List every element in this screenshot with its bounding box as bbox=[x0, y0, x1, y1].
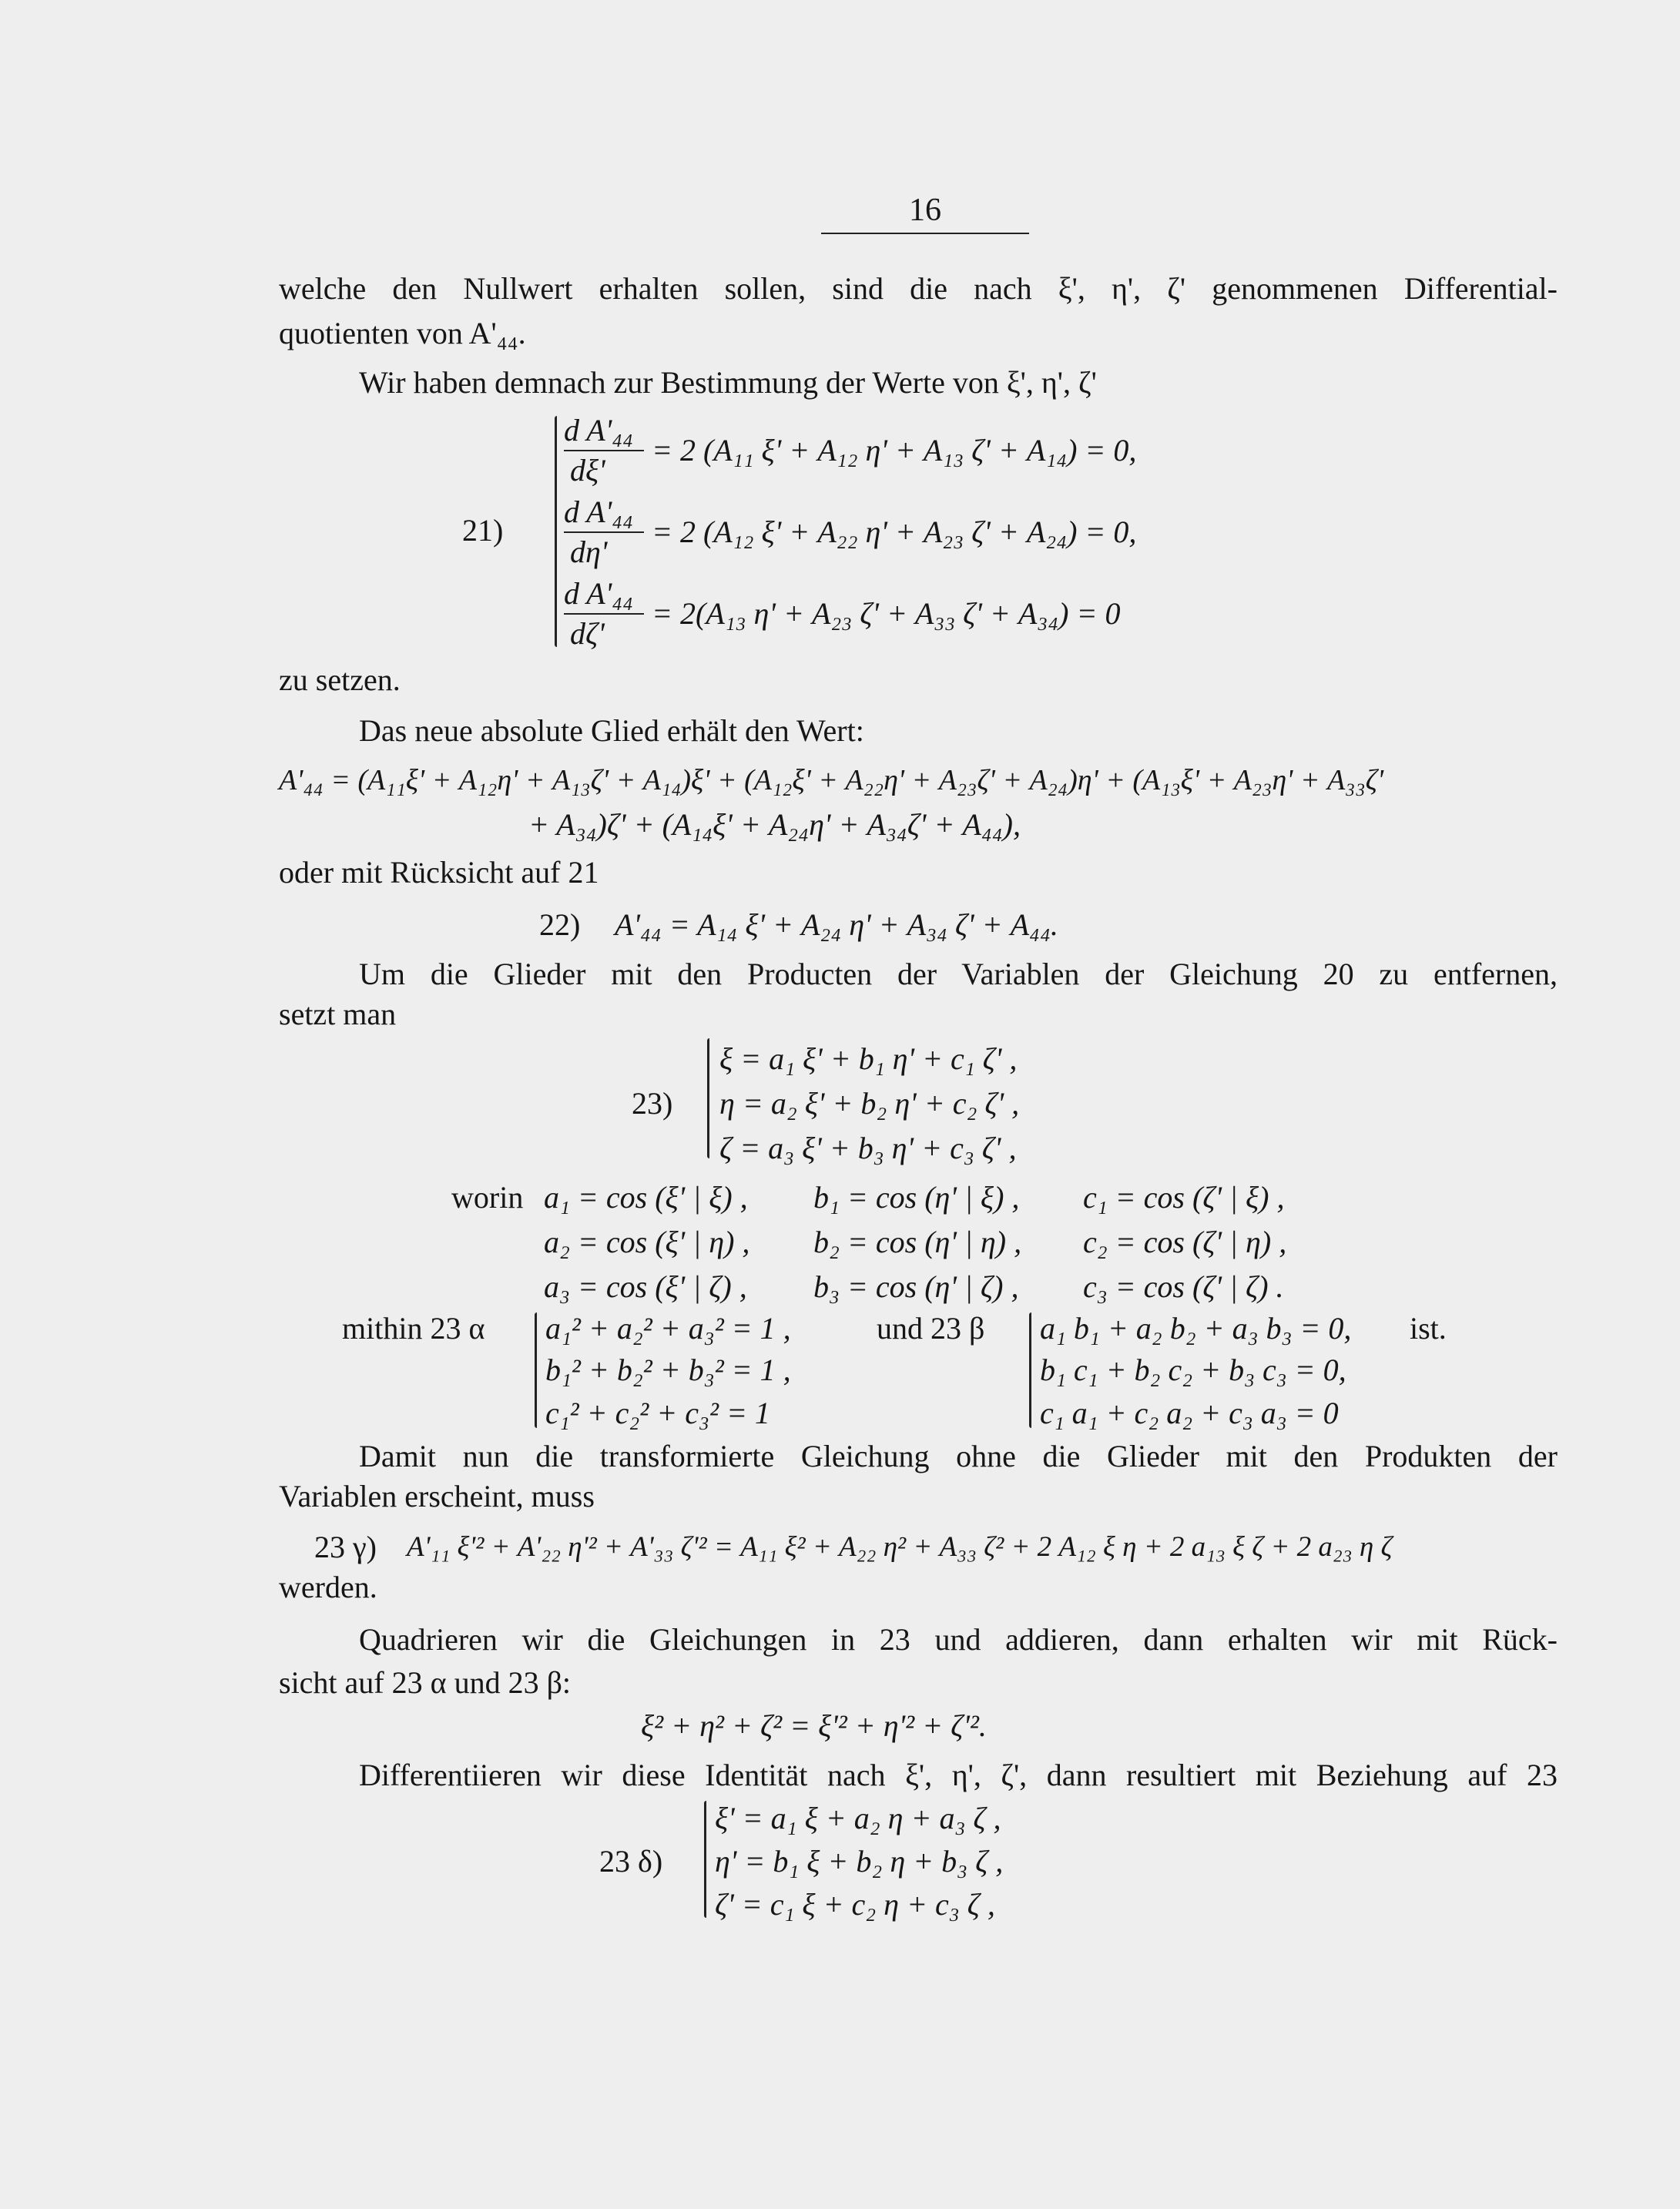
text-line: werden. bbox=[279, 1570, 377, 1604]
text-line: oder mit Rücksicht auf 21 bbox=[279, 855, 599, 890]
fraction-denominator: dζ' bbox=[570, 616, 605, 651]
equation-rhs: = 2 (A₁₁ ξ' + A₁₂ η' + A₁₃ ζ' + A₁₄) = 0, bbox=[652, 433, 1137, 468]
text-line: welche den Nullwert erhalten sollen, sind die nach ξ', η', ζ' genommenen Differential- bbox=[279, 271, 1558, 306]
fraction-numerator: d A'₄₄ bbox=[564, 494, 634, 529]
equation-line: c₁ a₁ + c₂ a₂ + c₃ a₃ = 0 bbox=[1040, 1396, 1339, 1430]
equation-line: a₁² + a₂² + a₃² = 1 , bbox=[545, 1311, 791, 1346]
equation-cell: c₁ = cos (ζ' | ξ) , bbox=[1083, 1180, 1285, 1215]
equation-label: 23 γ) bbox=[314, 1530, 377, 1564]
text-line: sicht auf 23 α und 23 β: bbox=[279, 1665, 572, 1700]
text-line: Das neue absolute Glied erhält den Wert: bbox=[359, 713, 864, 748]
equation-cell: a₃ = cos (ξ' | ζ) , bbox=[544, 1269, 747, 1304]
text-line: quotienten von A'₄₄. bbox=[279, 316, 526, 350]
equation-line: η = a₂ ξ' + b₂ η' + c₂ ζ' , bbox=[719, 1086, 1020, 1121]
equation-cell: a₁ = cos (ξ' | ξ) , bbox=[544, 1180, 748, 1215]
equation-line: A'₁₁ ξ'² + A'₂₂ η'² + A'₃₃ ζ'² = A₁₁ ξ² + A₂₂ η² + A₃₃ ζ² + 2 A₁₂ ξ η + 2 a₁₃ ξ ζ + 2 a₂₃ η ζ bbox=[407, 1531, 1393, 1563]
fraction-numerator: d A'₄₄ bbox=[564, 413, 634, 447]
fraction-denominator: dη' bbox=[570, 535, 608, 569]
equation-line: ζ' = c₁ ξ + c₂ η + c₃ ζ , bbox=[715, 1887, 995, 1922]
equation-cell: a₂ = cos (ξ' | η) , bbox=[544, 1225, 750, 1259]
equation-line: a₁ b₁ + a₂ b₂ + a₃ b₃ = 0, bbox=[1040, 1311, 1352, 1346]
text-line: Differentiieren wir diese Identität nach ξ', η', ζ', dann resultiert mit Beziehung auf 23 bbox=[359, 1758, 1558, 1792]
equation-line: b₁ c₁ + b₂ c₂ + b₃ c₃ = 0, bbox=[1040, 1353, 1346, 1387]
text-line: worin bbox=[451, 1180, 524, 1215]
equation-line: b₁² + b₂² + b₃² = 1 , bbox=[545, 1353, 791, 1387]
equation-rhs: = 2 (A₁₂ ξ' + A₂₂ η' + A₂₃ ζ' + A₂₄) = 0, bbox=[652, 515, 1137, 549]
text-line: Variablen erscheint, muss bbox=[279, 1479, 595, 1513]
equation-cell: b₂ = cos (η' | η) , bbox=[813, 1225, 1022, 1259]
text-line: ist. bbox=[1410, 1311, 1447, 1346]
equation-brace bbox=[555, 416, 557, 647]
text-line: setzt man bbox=[279, 997, 397, 1031]
equation-label: 23) bbox=[632, 1086, 673, 1121]
equation-label: mithin 23 α bbox=[342, 1311, 485, 1346]
equation-label: 21) bbox=[462, 513, 504, 548]
text-line: Damit nun die transformierte Gleichung ohne die Glieder mit den Produkten der bbox=[359, 1439, 1558, 1473]
equation-line: ξ = a₁ ξ' + b₁ η' + c₁ ζ' , bbox=[719, 1041, 1018, 1076]
text-line: zu setzen. bbox=[279, 662, 401, 697]
header-rule bbox=[821, 233, 1029, 234]
text-line: Quadrieren wir die Gleichungen in 23 und addieren, dann erhalten wir mit Rück- bbox=[359, 1622, 1558, 1657]
fraction-denominator: dξ' bbox=[570, 453, 605, 488]
equation-brace bbox=[1029, 1312, 1031, 1428]
equation-cell: c₂ = cos (ζ' | η) , bbox=[1083, 1225, 1287, 1259]
equation-line: + A₃₄)ζ' + (A₁₄ξ' + A₂₄η' + A₃₄ζ' + A₄₄), bbox=[528, 807, 1021, 842]
equation-brace bbox=[535, 1312, 537, 1428]
text-line: Wir haben demnach zur Bestimmung der Werte von ξ', η', ζ' bbox=[359, 365, 1097, 400]
fraction-numerator: d A'₄₄ bbox=[564, 576, 634, 611]
equation-line: ζ = a₃ ξ' + b₃ η' + c₃ ζ' , bbox=[719, 1131, 1017, 1165]
page-number: 16 bbox=[909, 193, 941, 228]
equation-cell: b₃ = cos (η' | ζ) , bbox=[813, 1269, 1019, 1304]
equation-line: A'₄₄ = A₁₄ ξ' + A₂₄ η' + A₃₄ ζ' + A₄₄. bbox=[615, 907, 1058, 942]
equation-line: ξ' = a₁ ξ + a₂ η + a₃ ζ , bbox=[715, 1801, 1001, 1835]
equation-brace bbox=[707, 1038, 709, 1158]
equation-brace bbox=[704, 1801, 706, 1918]
equation-line: ξ² + η² + ζ² = ξ'² + η'² + ζ'². bbox=[641, 1708, 987, 1743]
equation-line: η' = b₁ ξ + b₂ η + b₃ ζ , bbox=[715, 1844, 1004, 1879]
equation-label: 22) bbox=[539, 907, 581, 942]
equation-line: A'₄₄ = (A₁₁ξ' + A₁₂η' + A₁₃ζ' + A₁₄)ξ' + (A₁₂ξ' + A₂₂η' + A₂₃ζ' + A₂₄)η' + (A₁₃ξ' + A₂₃η' + A₃₃ζ' bbox=[279, 764, 1384, 796]
text-line: Um die Glieder mit den Producten der Variablen der Gleichung 20 zu entfernen, bbox=[359, 957, 1558, 991]
equation-label: 23 δ) bbox=[599, 1844, 663, 1879]
equation-line: c₁² + c₂² + c₃² = 1 bbox=[545, 1396, 770, 1430]
equation-cell: c₃ = cos (ζ' | ζ) . bbox=[1083, 1269, 1284, 1304]
equation-rhs: = 2(A₁₃ η' + A₂₃ ζ' + A₃₃ ζ' + A₃₄) = 0 bbox=[652, 596, 1121, 631]
equation-cell: b₁ = cos (η' | ξ) , bbox=[813, 1180, 1020, 1215]
equation-label: und 23 β bbox=[877, 1311, 985, 1346]
